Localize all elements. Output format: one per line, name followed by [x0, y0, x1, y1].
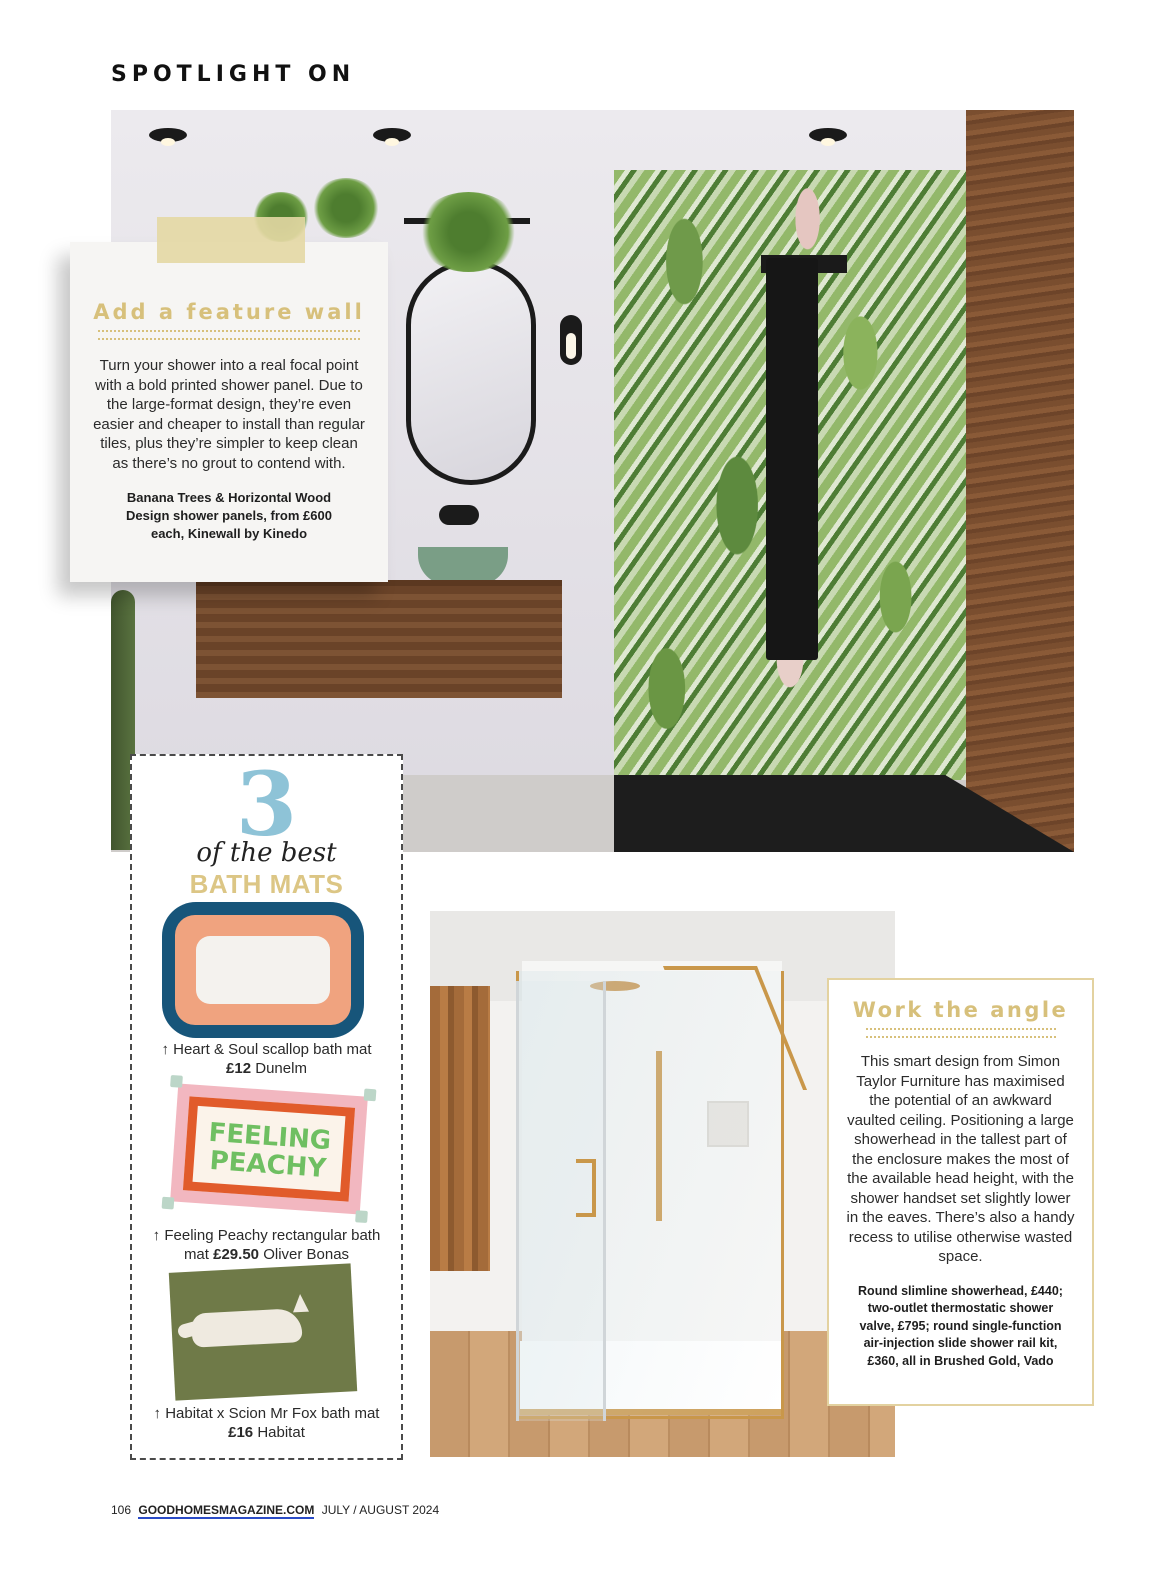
oval-mirror — [406, 260, 536, 485]
shelf-plant — [311, 178, 381, 238]
ceiling-spotlight — [149, 128, 187, 142]
mr-fox-bath-mat-image — [169, 1263, 357, 1400]
title-divider — [866, 1028, 1056, 1038]
feature-wall-body: Turn your shower into a real focal point with a bold printed shower panel. Due to the large-format design, they’re even easier and cheaper to install than regular tiles, plus they’re simpler to keep clean as there’s no grout to contend with. — [93, 357, 365, 472]
website-link[interactable]: GOODHOMESMAGAZINE.COM — [138, 1503, 315, 1517]
product-price: £12 — [226, 1060, 252, 1077]
hanging-plant — [416, 192, 521, 272]
product-name: Feeling Peachy rectangular bath mat — [164, 1227, 381, 1263]
product-retailer: Habitat — [257, 1424, 305, 1441]
tassel — [170, 1075, 183, 1088]
wooden-vanity — [196, 580, 562, 698]
wall-sconce — [560, 315, 582, 365]
product-retailer: Dunelm — [255, 1060, 307, 1077]
section-title: SPOTLIGHT ON — [111, 62, 356, 87]
product-caption — [140, 1226, 393, 1264]
product-price: £16 — [228, 1424, 254, 1441]
scallop-bath-mat-image — [162, 902, 364, 1038]
best-bath-mats-panel — [130, 754, 403, 1460]
door-handle — [576, 1159, 596, 1217]
ceiling-spotlight — [373, 128, 411, 142]
arrow-up-icon: ↑ — [152, 1227, 161, 1244]
feature-wall-note — [70, 242, 388, 582]
arrow-up-icon: ↑ — [161, 1041, 169, 1058]
arrow-up-icon: ↑ — [153, 1405, 162, 1422]
feeling-peachy-bath-mat-image — [170, 1084, 368, 1215]
best-number: 3 — [235, 752, 298, 856]
page-footer — [111, 1503, 439, 1517]
mat-text: FEELING — [207, 1117, 333, 1157]
tassel — [364, 1089, 377, 1102]
product-name: Habitat x Scion Mr Fox bath mat — [165, 1405, 380, 1422]
issue-date: JULY / AUGUST 2024 — [321, 1503, 440, 1517]
product-caption — [140, 1404, 393, 1442]
rustic-door — [430, 986, 490, 1271]
wood-shower-panel — [966, 110, 1074, 852]
ceiling-spotlight — [809, 128, 847, 142]
product-name: Heart & Soul scallop bath mat — [173, 1041, 372, 1058]
mat-text: PEACHY — [208, 1145, 328, 1184]
tassel — [162, 1197, 175, 1210]
wall-tap — [439, 505, 479, 525]
best-category: BATH MATS — [189, 869, 344, 899]
work-the-angle-title: Work the angle — [852, 998, 1069, 1022]
work-the-angle-body: This smart design from Simon Taylor Furniture has maximised the potential of an awkward vaulted ceiling. Positioning a large showerhead in the tallest part of the enclosure makes the most of the available head height, with the shower handset set slightly lower in the eaves. There’s also a handy recess to utilise otherwise wasted space. — [846, 1053, 1075, 1265]
title-divider — [98, 330, 360, 340]
product-caption — [140, 1040, 393, 1078]
work-the-angle-box — [827, 978, 1094, 1406]
feature-wall-credit: Banana Trees & Horizontal Wood Design shower panels, from £600 each, Kinewall by Kinedo — [126, 490, 332, 541]
feature-wall-title: Add a feature wall — [93, 300, 365, 324]
angled-shower-photo — [430, 911, 895, 1457]
shower-column — [766, 258, 818, 660]
product-retailer: Oliver Bonas — [263, 1246, 350, 1263]
page-number: 106 — [111, 1503, 132, 1517]
work-the-angle-credit: Round slimline showerhead, £440; two-outlet thermostatic shower valve, £795; round single-function air-injection slide shower rail kit, £360, all in Brushed Gold, Vado — [858, 1283, 1063, 1368]
product-price: £29.50 — [213, 1246, 260, 1263]
masking-tape — [157, 217, 305, 263]
tassel — [355, 1210, 368, 1223]
best-subtitle: of the best — [196, 838, 337, 868]
